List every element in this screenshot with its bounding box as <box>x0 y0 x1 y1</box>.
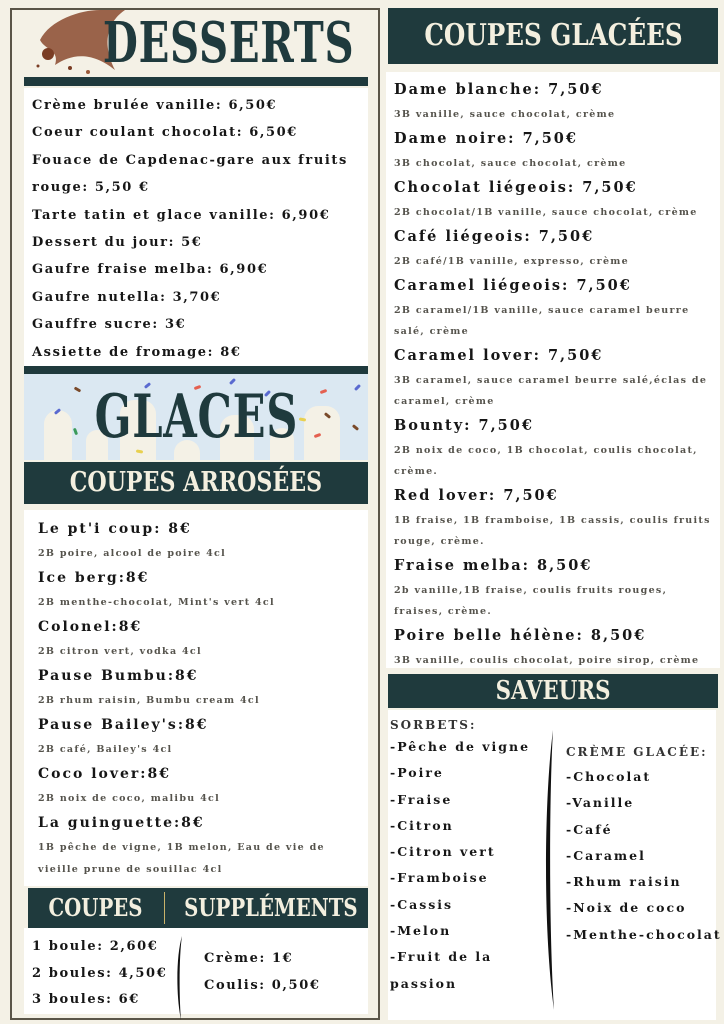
coupe-price: 2 boules: 4,50€ <box>32 965 168 981</box>
item-name: Bounty: 7,50€ <box>394 417 534 434</box>
flavor-item: -Citron vert <box>390 844 496 860</box>
left-column <box>10 8 380 1020</box>
item-name: Caramel liégeois: 7,50€ <box>394 277 632 294</box>
item-name: Le pt'i coup: 8€ <box>38 521 192 537</box>
coupes-arrosees-title: COUPES ARROSÉES <box>69 467 323 498</box>
dessert-item: Gaufre fraise melba: 6,90€ <box>32 262 269 278</box>
flavor-item: -Rhum raisin <box>566 874 682 890</box>
flavor-item: -Poire <box>390 765 444 781</box>
dessert-item: Fouace de Capdenac-gare aux fruits <box>32 152 348 168</box>
coupes-arrosees-panel <box>24 510 368 886</box>
list-item <box>394 342 720 412</box>
item-description: 3B vanille, sauce chocolat, crème <box>394 109 616 120</box>
flavor-item: -Noix de coco <box>566 900 687 916</box>
saveurs-panel <box>388 710 722 1020</box>
glaces-header <box>24 374 368 460</box>
list-item <box>394 174 720 223</box>
item-name: La guinguette:8€ <box>38 815 205 831</box>
item-description: 2B citron vert, vodka 4cl <box>38 646 202 657</box>
saveurs-title: SAVEURS <box>495 676 611 706</box>
flavor-item: -Framboise <box>390 870 489 886</box>
desserts-divider <box>24 77 368 86</box>
list-item <box>394 622 720 671</box>
desserts-list <box>24 88 368 366</box>
item-name: Coco lover:8€ <box>38 766 171 782</box>
item-description: 1B pêche de vigne, 1B melon, Eau de vie de <box>38 842 325 853</box>
item-description: 2B noix de coco, 1B chocolat, coulis chocolat, <box>394 445 698 456</box>
dessert-item: rouge: 5,50 € <box>32 180 150 196</box>
flavor-item: -Caramel <box>566 847 646 863</box>
coupes-arrosees-list <box>24 510 368 881</box>
coupe-price: 1 boule: 2,60€ <box>32 939 159 954</box>
item-description: vieille prune de souillac 4cl <box>38 864 223 875</box>
item-name: Pause Bailey's:8€ <box>38 717 209 733</box>
item-name: Dame noire: 7,50€ <box>394 130 578 147</box>
dessert-item: Coeur coulant chocolat: 6,50€ <box>32 125 298 141</box>
item-description: 1B fraise, 1B framboise, 1B cassis, coulis fruits <box>394 515 711 526</box>
list-item <box>38 663 368 712</box>
item-description: 2B poire, alcool de poire 4cl <box>38 548 226 559</box>
creme-glacee-heading: CRÈME GLACÉE: <box>566 745 708 759</box>
creme-glacee-list <box>566 740 722 948</box>
sorbets-list <box>390 716 530 997</box>
brush-divider-icon <box>174 936 186 1020</box>
coupes-title: COUPES <box>48 893 143 922</box>
supplements-list <box>204 946 321 999</box>
item-description: 2B caramel/1B vanille, sauce caramel beurre <box>394 305 690 316</box>
coupes-arrosees-banner <box>24 462 368 504</box>
flavor-item: passion <box>390 975 458 991</box>
desserts-panel <box>24 88 368 366</box>
dessert-item: Assiette de fromage: 8€ <box>32 344 242 360</box>
item-description: 2B chocolat/1B vanille, sauce chocolat, crème <box>394 207 698 218</box>
item-description: 3B vanille, coulis chocolat, poire sirop, crème <box>394 655 700 666</box>
coupes-list <box>32 934 167 1014</box>
list-item <box>38 614 368 663</box>
item-description: 3B caramel, sauce caramel beurre salé,éclas de <box>394 375 708 386</box>
list-item <box>38 565 368 614</box>
list-item <box>38 712 368 761</box>
item-description: 2B café/1B vanille, expresso, crème <box>394 256 629 267</box>
list-item <box>38 810 368 881</box>
flavor-item: -Fraise <box>390 791 453 807</box>
sorbets-heading: SORBETS: <box>390 718 477 732</box>
item-name: Pause Bumbu:8€ <box>38 668 199 684</box>
dessert-item: Tarte tatin et glace vanille: 6,90€ <box>32 207 331 223</box>
coupes-glacees-panel <box>386 72 720 668</box>
item-description: 2B café, Bailey's 4cl <box>38 744 173 755</box>
item-name: Fraise melba: 8,50€ <box>394 557 593 574</box>
list-item <box>394 125 720 174</box>
desserts-header <box>24 10 368 76</box>
flavor-item: -Cassis <box>390 896 454 912</box>
item-description: 2B menthe-chocolat, Mint's vert 4cl <box>38 597 275 608</box>
banner-divider <box>164 892 165 924</box>
right-column <box>386 8 720 1022</box>
coupes-supplements-banner <box>28 888 368 928</box>
supplement-price: Coulis: 0,50€ <box>204 977 321 993</box>
item-name: Red lover: 7,50€ <box>394 487 559 504</box>
item-description: salé, crème <box>394 326 470 337</box>
item-name: Caramel lover: 7,50€ <box>394 347 604 364</box>
list-item <box>394 412 720 482</box>
dessert-item: Dessert du jour: 5€ <box>32 235 203 251</box>
dessert-item: Gauffre sucre: 3€ <box>32 317 187 333</box>
supplements-title: SUPPLÉMENTS <box>184 893 358 922</box>
item-name: Dame blanche: 7,50€ <box>394 81 604 98</box>
flavor-item: -Menthe-chocolat <box>566 926 722 942</box>
flavor-item: -Café <box>566 821 613 837</box>
coupes-glacees-list <box>386 72 720 671</box>
flavor-item: -Vanille <box>566 795 635 811</box>
item-description: rouge, crème. <box>394 536 485 547</box>
dessert-item: Gaufre nutella: 3,70€ <box>32 289 222 305</box>
flavor-item: -Pêche de vigne <box>390 739 531 754</box>
list-item <box>394 272 720 342</box>
item-name: Colonel:8€ <box>38 619 143 635</box>
item-description: 3B chocolat, sauce chocolat, crème <box>394 158 627 169</box>
list-item <box>38 761 368 810</box>
supplement-price: Crème: 1€ <box>204 951 294 966</box>
desserts-title: DESSERTS <box>102 10 355 76</box>
flavor-item: -Citron <box>390 817 454 833</box>
item-description: 2B rhum raisin, Bumbu cream 4cl <box>38 695 260 706</box>
item-name: Poire belle hélène: 8,50€ <box>394 627 647 644</box>
dessert-item: Crème brulée vanille: 6,50€ <box>32 98 278 113</box>
flavor-item: -Fruit de la <box>390 949 493 965</box>
item-name: Ice berg:8€ <box>38 570 150 586</box>
list-item <box>38 516 368 565</box>
list-item <box>394 552 720 622</box>
flavor-item: -Chocolat <box>566 769 652 784</box>
glaces-title: GLACES <box>94 382 298 452</box>
coupes-glacees-banner <box>388 8 718 64</box>
item-description: 2B noix de coco, malibu 4cl <box>38 793 221 804</box>
item-description: crème. <box>394 466 439 477</box>
list-item <box>394 76 720 125</box>
coupe-price: 3 boules: 6€ <box>32 992 140 1007</box>
item-name: Chocolat liégeois: 7,50€ <box>394 179 638 196</box>
coupes-glacees-title: COUPES GLACÉES <box>423 18 683 53</box>
saveurs-banner <box>388 674 718 708</box>
coupes-supplements-panel <box>24 928 368 1014</box>
item-name: Café liégeois: 7,50€ <box>394 228 595 245</box>
item-description: caramel, crème <box>394 396 495 407</box>
list-item <box>394 482 720 552</box>
list-item <box>394 223 720 272</box>
item-description: fraises, crème. <box>394 606 492 617</box>
brush-divider-icon <box>542 730 558 1010</box>
flavor-item: -Melon <box>390 923 452 939</box>
item-description: 2b vanille,1B fraise, coulis fruits rouges, <box>394 585 668 596</box>
